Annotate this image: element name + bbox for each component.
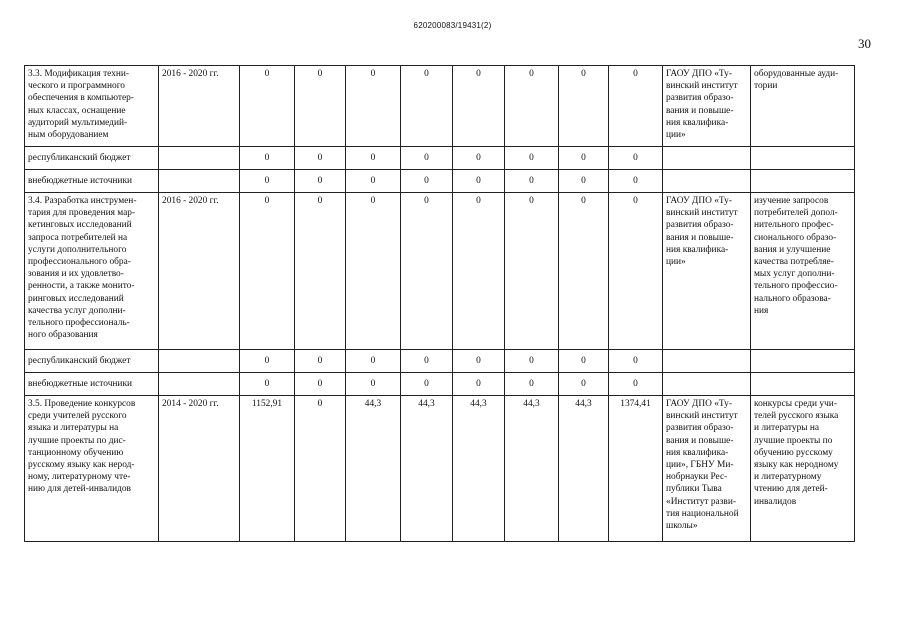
table-cell-c12 (751, 170, 855, 193)
table-row (25, 193, 855, 350)
table-cell-c1: 3.4. Разработка инструмен- тария для проведения мар- кетинговых исследований запроса потребителей на услуги дополнительного профессионального обра- зования и их удовлетво- ренности, а также монито- ринговых исследований качества услуг дополни- тельного профессиональ- ного образования (25, 193, 159, 350)
table-row (25, 396, 855, 542)
table-cell-c2: 2016 - 2020 гг. (159, 66, 240, 147)
table-cell-c7: 0 (453, 350, 505, 373)
table-cell-c8: 0 (505, 193, 559, 350)
table-cell-c3: 0 (240, 350, 295, 373)
table-cell-c7: 0 (453, 193, 505, 350)
table-cell-c10: 0 (609, 66, 663, 147)
table-cell-c1: внебюджетные источники (25, 170, 159, 193)
table-cell-c2 (159, 147, 240, 170)
document-code: 620200083/19431(2) (413, 21, 492, 30)
table-cell-c8: 0 (505, 373, 559, 396)
table-cell-c11 (663, 147, 751, 170)
table-cell-c5: 0 (346, 66, 401, 147)
table-cell-c10: 1374,41 (609, 396, 663, 542)
table-cell-c6: 0 (401, 350, 453, 373)
table-cell-c10: 0 (609, 170, 663, 193)
table-cell-c2 (159, 350, 240, 373)
table-cell-c8: 0 (505, 66, 559, 147)
table-cell-c11 (663, 350, 751, 373)
table-row (25, 170, 855, 193)
table-cell-c10: 0 (609, 350, 663, 373)
table-cell-c6: 0 (401, 193, 453, 350)
table-cell-c12 (751, 147, 855, 170)
table-cell-c8: 44,3 (505, 396, 559, 542)
table-cell-c10: 0 (609, 373, 663, 396)
table-cell-c7: 0 (453, 147, 505, 170)
table-cell-c9: 0 (559, 66, 609, 147)
table-cell-c4: 0 (295, 170, 346, 193)
table-cell-c11: ГАОУ ДПО «Ту- винский институт развития образо- вания и повыше- ния квалифика- ции» (663, 193, 751, 350)
table-cell-c2: 2014 - 2020 гг. (159, 396, 240, 542)
table-cell-c12: конкурсы среди учи- телей русского языка и литературы на лучшие проекты по обучению русскому языку как неродному и литературному чтению для детей- инвалидов (751, 396, 855, 542)
table-cell-c4: 0 (295, 396, 346, 542)
table-cell-c7: 44,3 (453, 396, 505, 542)
table-cell-c12: оборудованные ауди- тории (751, 66, 855, 147)
table-cell-c4: 0 (295, 66, 346, 147)
table-cell-c6: 0 (401, 147, 453, 170)
page-number: 30 (858, 36, 871, 51)
table-cell-c4: 0 (295, 193, 346, 350)
table-cell-c2 (159, 373, 240, 396)
table-cell-c7: 0 (453, 373, 505, 396)
table-cell-c5: 0 (346, 170, 401, 193)
table-cell-c3: 0 (240, 66, 295, 147)
table-cell-c3: 0 (240, 193, 295, 350)
table-cell-c7: 0 (453, 66, 505, 147)
table-cell-c6: 0 (401, 66, 453, 147)
table-cell-c4: 0 (295, 350, 346, 373)
table-cell-c2: 2016 - 2020 гг. (159, 193, 240, 350)
table-cell-c3: 0 (240, 170, 295, 193)
table-cell-c1: 3.3. Модификация техни- ческого и программного обеспечения в компьютер- ных классах, оснащение аудиторий мультимедий- ным оборудованием (25, 66, 159, 147)
table-cell-c1: республиканский бюджет (25, 147, 159, 170)
program-table (24, 65, 855, 542)
table-cell-c9: 0 (559, 350, 609, 373)
table-cell-c5: 0 (346, 147, 401, 170)
table-cell-c12 (751, 350, 855, 373)
table-cell-c9: 0 (559, 373, 609, 396)
table-cell-c11 (663, 170, 751, 193)
table-cell-c4: 0 (295, 373, 346, 396)
table-cell-c12 (751, 373, 855, 396)
table-cell-c5: 0 (346, 193, 401, 350)
table-cell-c9: 0 (559, 170, 609, 193)
table-cell-c4: 0 (295, 147, 346, 170)
table-cell-c8: 0 (505, 170, 559, 193)
table-cell-c8: 0 (505, 147, 559, 170)
table-cell-c5: 0 (346, 373, 401, 396)
table-cell-c11: ГАОУ ДПО «Ту- винский институт развития образо- вания и повыше- ния квалифика- ции» (663, 66, 751, 147)
table-cell-c3: 0 (240, 147, 295, 170)
table-row (25, 147, 855, 170)
table-cell-c6: 44,3 (401, 396, 453, 542)
table-cell-c12: изучение запросов потребителей допол- нительного профес- сионального образо- вания и улучшение качества потребляе- мых услуг дополни- тельного профессио- нального образова- ния (751, 193, 855, 350)
table-cell-c1: 3.5. Проведение конкурсов среди учителей русского языка и литературы на лучшие проекты по дис- танционному обучению русскому языку как нерод- ному, литературному чте- нию для детей-инвалидов (25, 396, 159, 542)
table-row (25, 373, 855, 396)
table-cell-c9: 44,3 (559, 396, 609, 542)
table-cell-c10: 0 (609, 147, 663, 170)
table-cell-c6: 0 (401, 373, 453, 396)
table-cell-c1: внебюджетные источники (25, 373, 159, 396)
table-cell-c1: республиканский бюджет (25, 350, 159, 373)
table-cell-c5: 0 (346, 350, 401, 373)
table-cell-c5: 44,3 (346, 396, 401, 542)
table-row (25, 66, 855, 147)
table-row (25, 350, 855, 373)
table-cell-c11 (663, 373, 751, 396)
table-cell-c11: ГАОУ ДПО «Ту- винский институт развития образо- вания и повыше- ния квалифика- ции», ГБНУ Ми- нобрнауки Рес- публики Тыва «Институт разви- тия национальной школы» (663, 396, 751, 542)
table-cell-c10: 0 (609, 193, 663, 350)
table-cell-c3: 0 (240, 373, 295, 396)
table-cell-c8: 0 (505, 350, 559, 373)
table-cell-c9: 0 (559, 147, 609, 170)
table-cell-c3: 1152,91 (240, 396, 295, 542)
table-cell-c9: 0 (559, 193, 609, 350)
table-cell-c7: 0 (453, 170, 505, 193)
table-cell-c6: 0 (401, 170, 453, 193)
table-cell-c2 (159, 170, 240, 193)
